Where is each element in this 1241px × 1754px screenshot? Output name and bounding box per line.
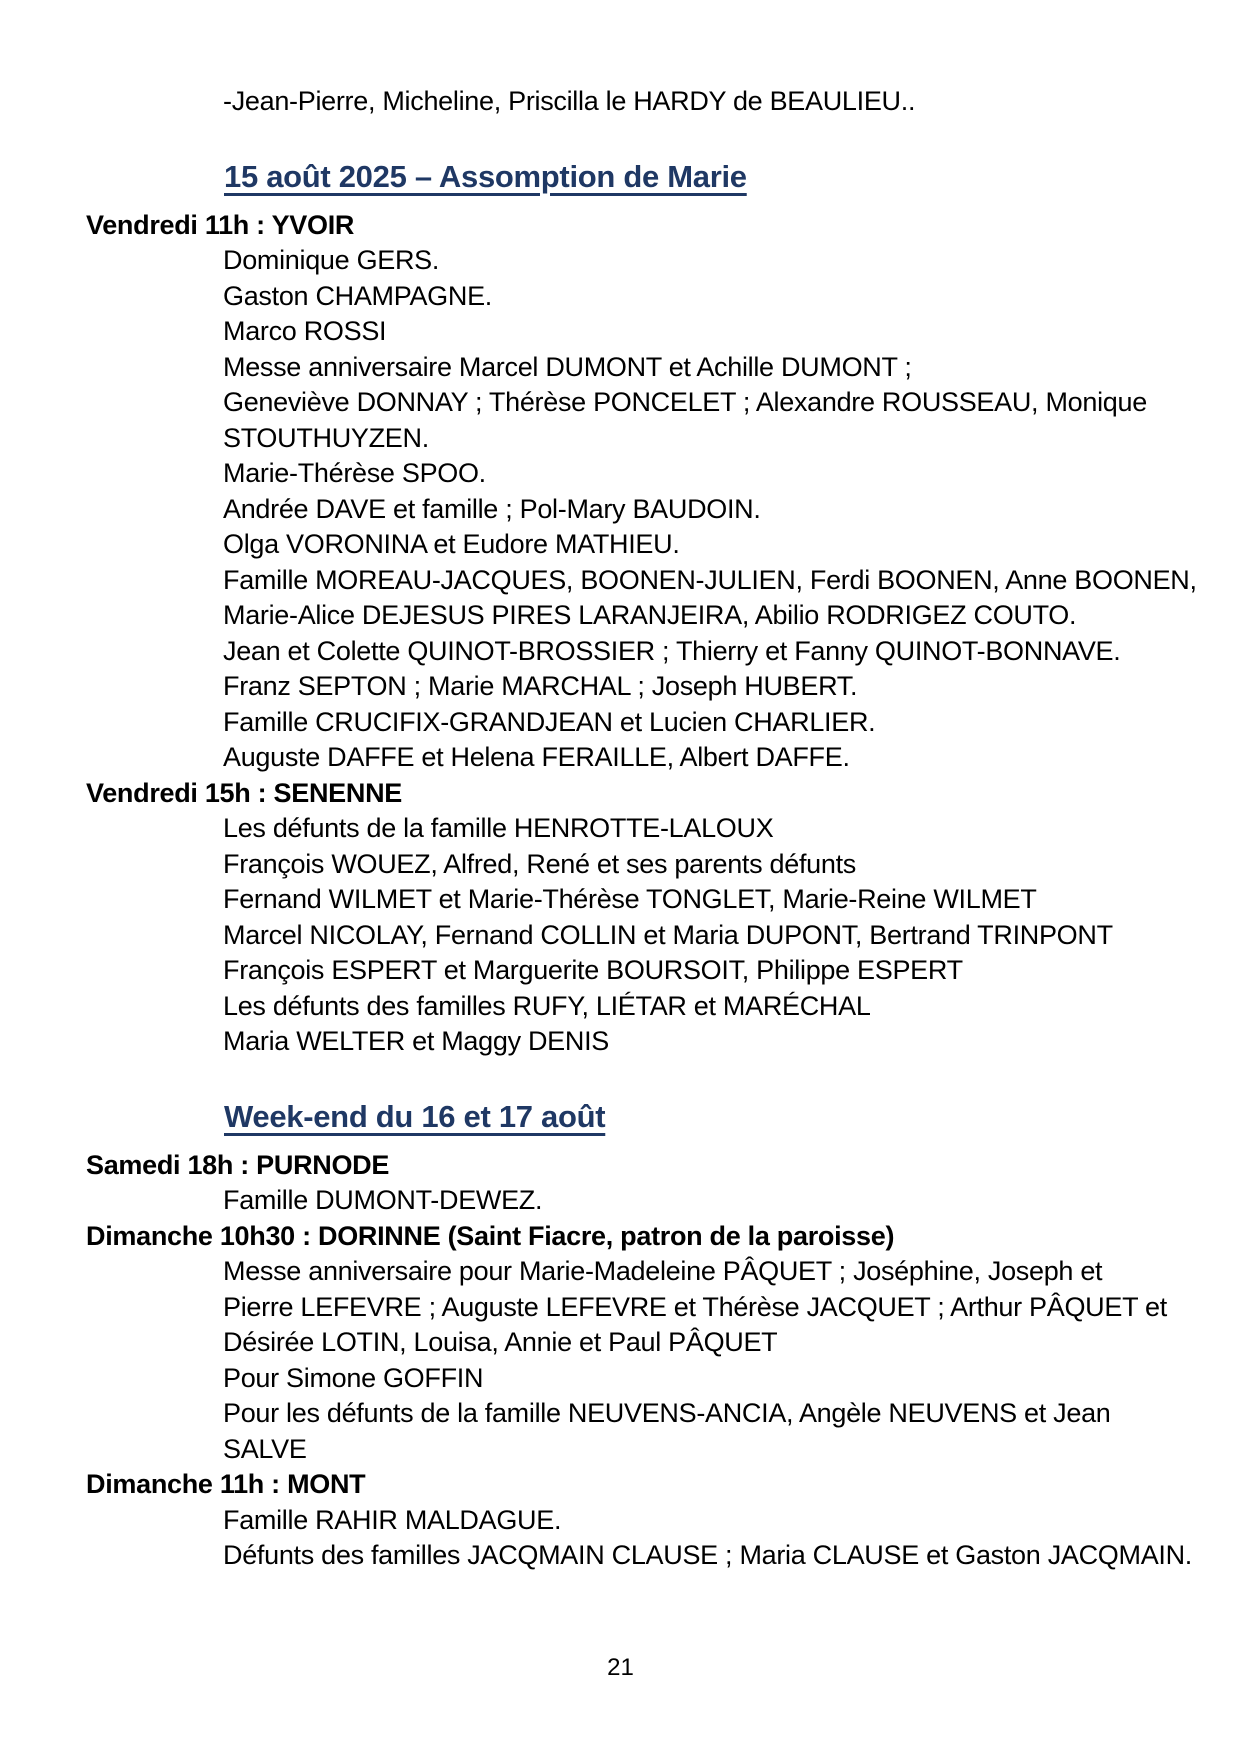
intention-line: Maria WELTER et Maggy DENIS: [223, 1026, 609, 1056]
intention-line: Jean et Colette QUINOT-BROSSIER ; Thierry et Fanny QUINOT-BONNAVE.: [223, 635, 1121, 666]
intention-line: Pour Simone GOFFIN: [223, 1362, 484, 1393]
intention-line: Messe anniversaire pour Marie-Madeleine PÂQUET ; Joséphine, Joseph et: [223, 1256, 1103, 1286]
intention-line: Gaston CHAMPAGNE.: [223, 280, 492, 311]
intention-line: Famille CRUCIFIX-GRANDJEAN et Lucien CHARLIER.: [223, 706, 876, 737]
intention-line: Messe anniversaire Marcel DUMONT et Achille DUMONT ;: [223, 351, 912, 382]
mass-time-label: Samedi 18h : PURNODE: [86, 1149, 390, 1180]
intention-line: Auguste DAFFE et Helena FERAILLE, Albert DAFFE.: [223, 742, 850, 772]
intention-line: Marcel NICOLAY, Fernand COLLIN et Maria DUPONT, Bertrand TRINPONT: [223, 919, 1113, 950]
intention-line: Geneviève DONNAY ; Thérèse PONCELET ; Alexandre ROUSSEAU, Monique: [223, 387, 1147, 417]
intention-line: Défunts des familles JACQMAIN CLAUSE ; Maria CLAUSE et Gaston JACQMAIN.: [223, 1540, 1192, 1570]
intention-line: Andrée DAVE et famille ; Pol-Mary BAUDOIN.: [223, 493, 761, 524]
intention-line: Famille MOREAU-JACQUES, BOONEN-JULIEN, Ferdi BOONEN, Anne BOONEN,: [223, 564, 1197, 595]
intention-line: Les défunts de la famille HENROTTE-LALOUX: [223, 813, 774, 843]
intention-line: Franz SEPTON ; Marie MARCHAL ; Joseph HUBERT.: [223, 671, 858, 701]
sections: [0, 154, 1241, 1574]
intention-line: Famille DUMONT-DEWEZ.: [223, 1185, 543, 1215]
intention-line: François ESPERT et Marguerite BOURSOIT, Philippe ESPERT: [223, 955, 963, 985]
mass-time-label: Dimanche 10h30 : DORINNE (Saint Fiacre, patron de la paroisse): [86, 1220, 895, 1251]
intention-line: Les défunts des familles RUFY, LIÉTAR et MARÉCHAL: [223, 990, 871, 1021]
mass-time-label: Vendredi 15h : SENENNE: [86, 777, 402, 808]
intention-line: Dominique GERS.: [223, 245, 440, 275]
intention-line: Fernand WILMET et Marie-Thérèse TONGLET, Marie-Reine WILMET: [223, 884, 1037, 914]
mass-time-label: Dimanche 11h : MONT: [86, 1469, 366, 1499]
intention-line: Marie-Alice DEJESUS PIRES LARANJEIRA, Abilio RODRIGEZ COUTO.: [223, 600, 1077, 630]
page-number: 21: [607, 1654, 634, 1681]
intention-line: Famille RAHIR MALDAGUE.: [223, 1504, 562, 1535]
intention-line: SALVE: [223, 1433, 307, 1464]
intention-line: François WOUEZ, Alfred, René et ses parents défunts: [223, 848, 856, 879]
intention-line: Marco ROSSI: [223, 316, 387, 346]
intention-line: Olga VORONINA et Eudore MATHIEU.: [223, 529, 680, 559]
intention-line: Marie-Thérèse SPOO.: [223, 458, 486, 488]
intention-line: STOUTHUYZEN.: [223, 422, 429, 453]
intention-line: Pierre LEFEVRE ; Auguste LEFEVRE et Thérèse JACQUET ; Arthur PÂQUET et: [223, 1291, 1167, 1322]
intention-line: Désirée LOTIN, Louisa, Annie et Paul PÂQUET: [223, 1327, 778, 1357]
section-title: Week-end du 16 et 17 août: [224, 1098, 606, 1134]
intention-line: Pour les défunts de la famille NEUVENS-ANCIA, Angèle NEUVENS et Jean: [223, 1398, 1111, 1428]
intro-line: -Jean-Pierre, Micheline, Priscilla le HARDY de BEAULIEU..: [223, 86, 916, 116]
section-title: 15 août 2025 – Assomption de Marie: [224, 158, 747, 194]
mass-time-label: Vendredi 11h : YVOIR: [86, 209, 355, 240]
